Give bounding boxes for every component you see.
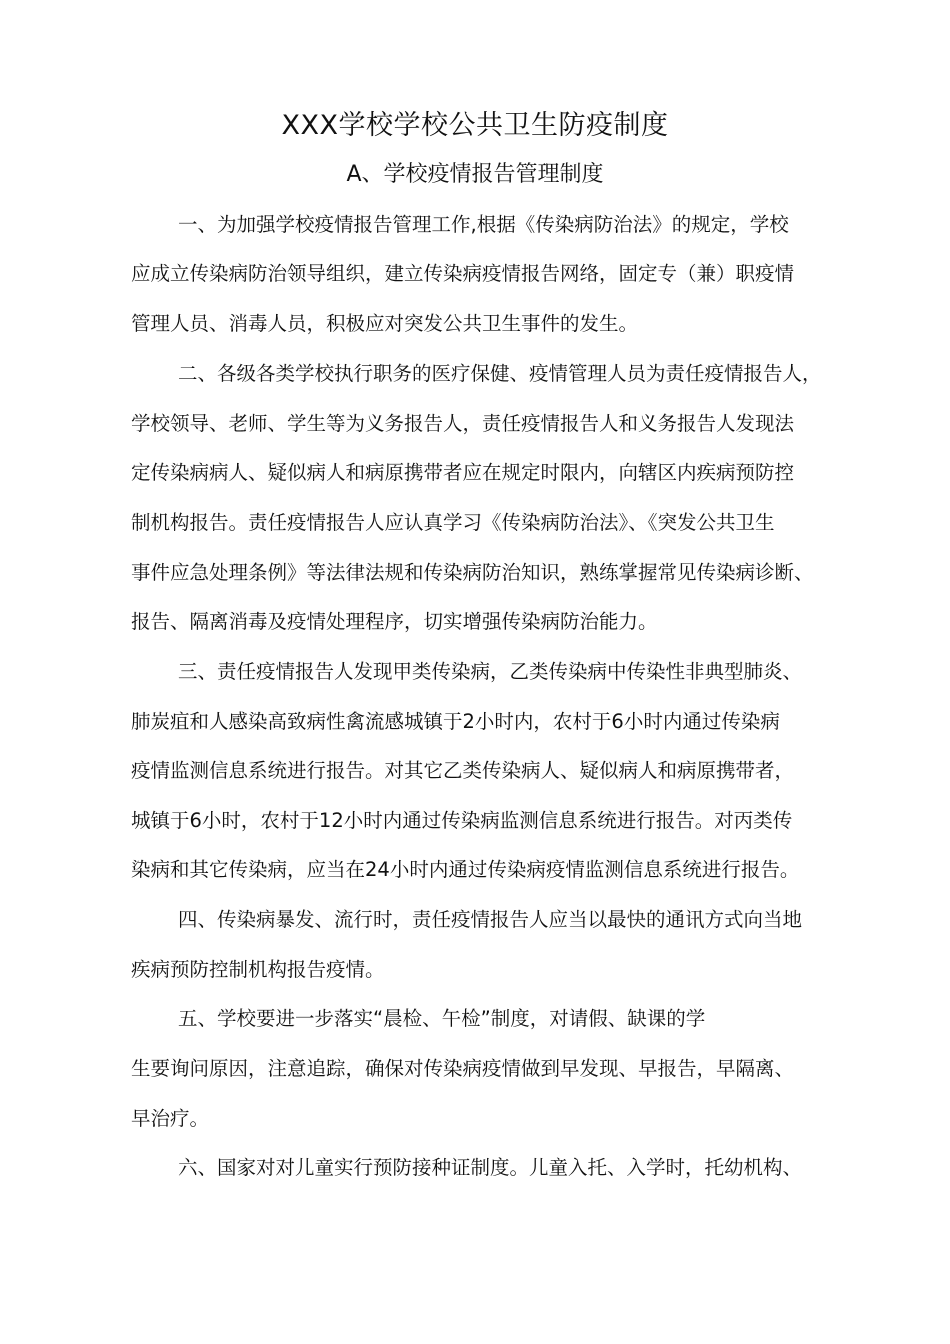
paragraph-line: 疫情监测信息系统进行报告。对其它乙类传染病人、疑似病人和病原携带者， bbox=[131, 759, 795, 782]
document-title: XXX学校学校公共卫生防疫制度 bbox=[281, 110, 669, 141]
paragraph-line: 六、国家对对儿童实行预防接种证制度。儿童入托、入学时，托幼机构、 bbox=[178, 1156, 803, 1179]
paragraph-line: 肺炭疽和人感染高致病性禽流感城镇于2小时内，农村于6小时内通过传染病 bbox=[131, 710, 780, 733]
paragraph-line: 事件应急处理条例》等法律法规和传染病防治知识，熟练掌握常见传染病诊断、 bbox=[131, 561, 814, 584]
paragraph-line: 染病和其它传染病，应当在24小时内通过传染病疫情监测信息系统进行报告。 bbox=[131, 858, 800, 881]
paragraph-line: 管理人员、消毒人员，积极应对突发公共卫生事件的发生。 bbox=[131, 312, 639, 335]
paragraph-line: 学校领导、老师、学生等为义务报告人，责任疫情报告人和义务报告人发现法 bbox=[131, 412, 795, 435]
paragraph-line: 五、学校要进一步落实“晨检、午检”制度，对请假、缺课的学 bbox=[178, 1007, 706, 1030]
paragraph-line: 报告、隔离消毒及疫情处理程序，切实增强传染病防治能力。 bbox=[131, 610, 658, 633]
document-subtitle: A、学校疫情报告管理制度 bbox=[346, 162, 604, 187]
paragraph-line: 城镇于6小时，农村于12小时内通过传染病监测信息系统进行报告。对丙类传 bbox=[131, 809, 793, 832]
paragraph-line: 一、为加强学校疫情报告管理工作,根据《传染病防治法》的规定，学校 bbox=[178, 213, 789, 236]
paragraph-line: 生要询问原因，注意追踪，确保对传染病疫情做到早发现、早报告，早隔离、 bbox=[131, 1057, 795, 1080]
paragraph-line: 应成立传染病防治领导组织，建立传染病疫情报告网络，固定专（兼）职疫情 bbox=[131, 262, 795, 285]
paragraph-line: 四、传染病暴发、流行时，责任疫情报告人应当以最快的通讯方式向当地 bbox=[178, 908, 803, 931]
paragraph-line: 二、各级各类学校执行职务的医疗保健、疫情管理人员为责任疫情报告人， bbox=[178, 362, 822, 385]
paragraph-line: 定传染病病人、疑似病人和病原携带者应在规定时限内，向辖区内疾病预防控 bbox=[131, 461, 795, 484]
paragraph-line: 三、责任疫情报告人发现甲类传染病，乙类传染病中传染性非典型肺炎、 bbox=[178, 660, 803, 683]
paragraph-line: 制机构报告。责任疫情报告人应认真学习《传染病防治法》、《突发公共卫生 bbox=[131, 511, 775, 534]
paragraph-line: 疾病预防控制机构报告疫情。 bbox=[131, 958, 385, 981]
paragraph-line: 早治疗。 bbox=[131, 1107, 210, 1130]
